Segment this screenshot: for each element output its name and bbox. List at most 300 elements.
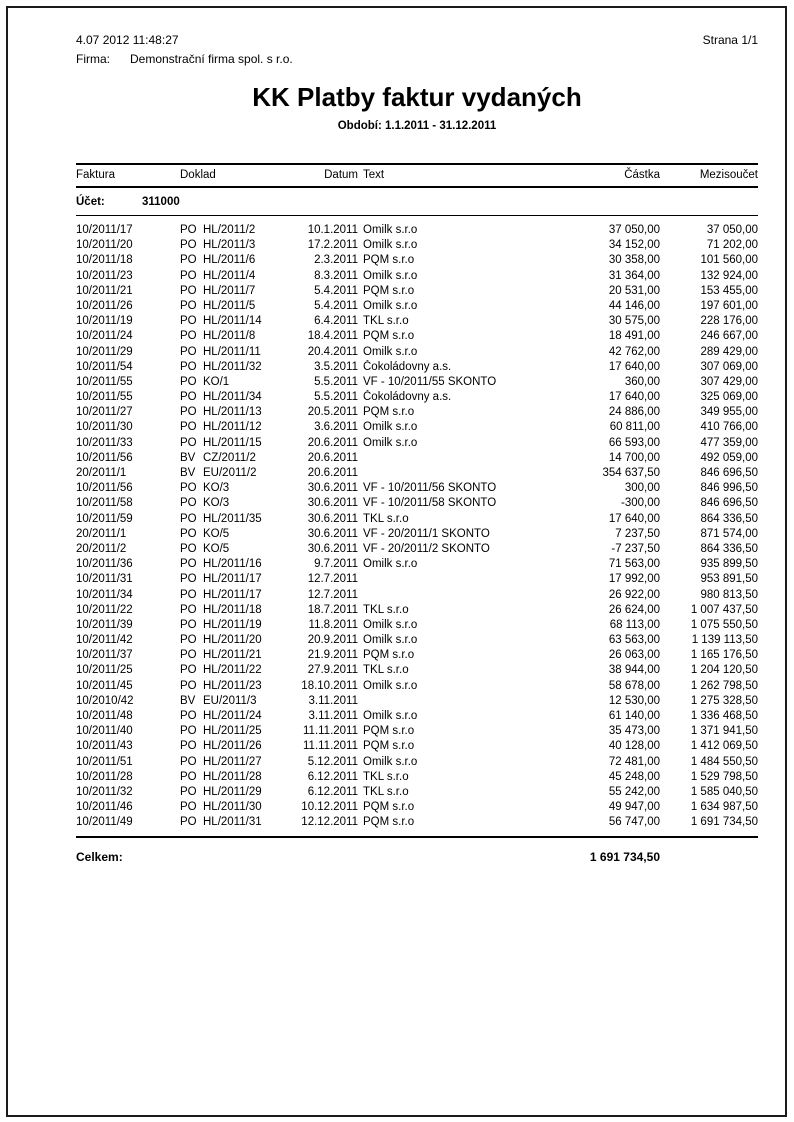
cell-doklad-number: HL/2011/24 (203, 710, 262, 722)
firma-label: Firma: (76, 52, 110, 66)
cell-doklad-number: HL/2011/22 (203, 664, 262, 677)
cell-datum: 12.7.2011 (307, 588, 358, 601)
report-period: Období: 1.1.2011 - 31.12.2011 (337, 120, 497, 132)
cell-doklad-number: HL/2011/15 (203, 436, 262, 449)
cell-datum: 30.6.2011 (307, 482, 358, 495)
cell-doklad-number: HL/2011/31 (203, 816, 262, 829)
table-row (76, 314, 758, 329)
cell-text: PQM s.r.o (363, 816, 415, 829)
cell-castka: 17 992,00 (608, 573, 660, 586)
cell-faktura: 10/2011/56 (76, 451, 133, 464)
cell-doklad-type: PO (180, 299, 197, 312)
cell-doklad-type: PO (180, 664, 197, 677)
cell-doklad-number: HL/2011/34 (203, 391, 262, 404)
cell-faktura: 10/2011/43 (76, 740, 133, 753)
cell-castka: 60 811,00 (609, 421, 660, 434)
cell-datum: 21.9.2011 (307, 649, 358, 662)
cell-text: VF - 10/2011/55 SKONTO (363, 375, 497, 388)
cell-text: Omilk s.r.o (363, 269, 418, 282)
cell-castka: -300,00 (620, 497, 660, 510)
cell-castka: 40 128,00 (608, 740, 660, 753)
cell-mezisoucet: 846 996,50 (700, 482, 758, 495)
cell-faktura: 10/2011/59 (76, 512, 133, 525)
cell-doklad-type: PO (180, 679, 197, 692)
cell-mezisoucet: 153 455,00 (700, 284, 758, 297)
cell-faktura: 10/2011/32 (76, 785, 133, 798)
cell-text: VF - 20/2011/2 SKONTO (363, 542, 490, 555)
cell-datum: 3.11.2011 (308, 710, 358, 722)
cell-doklad-number: HL/2011/17 (203, 573, 262, 586)
cell-doklad-number: HL/2011/35 (203, 512, 262, 525)
cell-faktura: 10/2011/56 (76, 482, 133, 495)
cell-datum: 3.5.2011 (314, 360, 358, 373)
cell-castka: 31 364,00 (608, 269, 660, 282)
cell-datum: 30.6.2011 (307, 527, 358, 540)
cell-datum: 9.7.2011 (314, 558, 358, 571)
cell-castka: 68 113,00 (609, 618, 660, 631)
cell-faktura: 10/2011/51 (76, 755, 133, 768)
cell-mezisoucet: 1 412 069,50 (690, 740, 758, 753)
cell-text: TKL s.r.o (363, 315, 409, 328)
cell-faktura: 10/2011/23 (76, 269, 133, 282)
cell-mezisoucet: 1 204 120,50 (690, 664, 758, 677)
table-row (76, 223, 758, 238)
cell-doklad-number: HL/2011/6 (203, 254, 256, 267)
cell-datum: 20.9.2011 (307, 634, 358, 647)
cell-doklad-number: KO/3 (203, 497, 230, 510)
cell-faktura: 10/2011/18 (76, 254, 133, 267)
cell-doklad-type: PO (180, 603, 197, 616)
cell-castka: 12 530,00 (608, 694, 660, 707)
cell-faktura: 10/2011/36 (76, 558, 133, 571)
cell-datum: 18.4.2011 (307, 330, 358, 343)
table-row (76, 709, 758, 724)
table-row (76, 329, 758, 344)
table-row (76, 618, 758, 633)
cell-text: TKL s.r.o (363, 770, 409, 783)
cell-doklad-number: HL/2011/27 (203, 755, 262, 768)
cell-faktura: 10/2011/49 (76, 816, 133, 829)
cell-doklad-type: PO (180, 421, 197, 434)
table-row (76, 800, 758, 815)
cell-faktura: 10/2011/24 (76, 330, 133, 343)
table-row (76, 466, 758, 481)
cell-castka: 63 563,00 (608, 634, 660, 647)
cell-mezisoucet: 228 176,00 (700, 315, 758, 328)
cell-datum: 6.4.2011 (314, 315, 358, 328)
table-row (76, 512, 758, 527)
cell-faktura: 10/2011/26 (76, 299, 133, 312)
total-value: 1 691 734,50 (589, 849, 660, 864)
cell-doklad-type: PO (180, 755, 197, 768)
cell-doklad-number: HL/2011/2 (203, 224, 256, 236)
cell-doklad-type: PO (180, 588, 197, 601)
cell-doklad-type: BV (180, 694, 196, 707)
cell-datum: 5.4.2011 (314, 284, 358, 297)
cell-mezisoucet: 1 139 113,50 (691, 634, 758, 647)
cell-text: PQM s.r.o (363, 330, 415, 343)
cell-faktura: 10/2011/19 (76, 315, 133, 328)
cell-datum: 8.3.2011 (314, 269, 358, 282)
cell-castka: 66 593,00 (608, 436, 660, 449)
report-datetime: 4.07 2012 11:48:27 (76, 33, 179, 47)
cell-doklad-number: HL/2011/26 (203, 740, 262, 753)
cell-doklad-type: PO (180, 284, 197, 297)
cell-mezisoucet: 289 429,00 (700, 345, 758, 358)
cell-text: VF - 10/2011/58 SKONTO (363, 497, 497, 510)
cell-datum: 5.5.2011 (314, 391, 358, 404)
cell-doklad-number: HL/2011/13 (203, 406, 262, 419)
account-label: Účet: (76, 196, 105, 208)
cell-castka: 72 481,00 (608, 755, 660, 768)
table-row (76, 557, 758, 572)
cell-doklad-type: PO (180, 512, 197, 525)
cell-text: Omilk s.r.o (363, 224, 418, 236)
cell-mezisoucet: 349 955,00 (700, 406, 758, 419)
table-row (76, 542, 758, 557)
cell-datum: 30.6.2011 (307, 497, 358, 510)
cell-faktura: 20/2011/1 (76, 527, 127, 540)
cell-doklad-number: KO/1 (203, 375, 230, 388)
cell-mezisoucet: 1 484 550,50 (690, 755, 758, 768)
report-page (76, 0, 758, 864)
table-body (76, 216, 758, 836)
cell-faktura: 10/2011/42 (76, 634, 133, 647)
cell-doklad-type: PO (180, 634, 197, 647)
cell-mezisoucet: 953 891,50 (700, 573, 758, 586)
cell-faktura: 10/2011/54 (76, 360, 133, 373)
cell-faktura: 10/2011/27 (76, 406, 133, 419)
cell-castka: 24 886,00 (608, 406, 660, 419)
cell-doklad-number: HL/2011/20 (203, 634, 262, 647)
cell-mezisoucet: 1 691 734,50 (690, 816, 758, 829)
firma-row (76, 52, 758, 66)
page-number: Strana 1/1 (702, 33, 758, 47)
table-row (76, 360, 758, 375)
cell-faktura: 10/2011/17 (76, 224, 133, 236)
table-row (76, 375, 758, 390)
cell-text: PQM s.r.o (363, 725, 415, 738)
cell-doklad-type: PO (180, 527, 197, 540)
cell-doklad-type: PO (180, 482, 197, 495)
cell-doklad-type: PO (180, 801, 197, 814)
cell-castka: 17 640,00 (608, 391, 660, 404)
table-row (76, 588, 758, 603)
cell-datum: 20.5.2011 (307, 406, 358, 419)
cell-mezisoucet: 980 813,50 (700, 588, 758, 601)
cell-text: Omilk s.r.o (363, 710, 418, 722)
cell-castka: 61 140,00 (608, 710, 660, 722)
cell-datum: 18.7.2011 (307, 603, 358, 616)
cell-doklad-type: PO (180, 558, 197, 571)
cell-datum: 5.5.2011 (314, 375, 358, 388)
cell-doklad-number: EU/2011/2 (203, 467, 257, 479)
cell-datum: 11.11.2011 (303, 725, 358, 738)
cell-castka: 56 747,00 (608, 816, 660, 829)
cell-mezisoucet: 1 336 468,50 (690, 710, 758, 722)
cell-datum: 12.12.2011 (301, 816, 358, 829)
cell-doklad-type: PO (180, 816, 197, 829)
cell-text: PQM s.r.o (363, 284, 415, 297)
report-title: KK Platby faktur vydaných (252, 82, 582, 112)
cell-castka: 37 050,00 (608, 224, 660, 236)
cell-faktura: 10/2011/55 (76, 391, 133, 404)
cell-mezisoucet: 1 262 798,50 (690, 679, 758, 692)
cell-mezisoucet: 101 560,00 (700, 254, 758, 267)
cell-doklad-number: HL/2011/18 (203, 603, 262, 616)
cell-mezisoucet: 1 634 987,50 (690, 801, 758, 814)
cell-mezisoucet: 410 766,00 (700, 421, 758, 434)
table-header (76, 165, 758, 186)
cell-doklad-type: PO (180, 542, 197, 555)
cell-doklad-number: HL/2011/32 (203, 360, 262, 373)
cell-datum: 5.12.2011 (307, 755, 358, 768)
cell-text: Omilk s.r.o (363, 421, 418, 434)
cell-mezisoucet: 871 574,00 (700, 527, 758, 540)
cell-castka: 38 944,00 (608, 664, 660, 677)
cell-text: Čokoládovny a.s. (363, 391, 452, 404)
table-row (76, 253, 758, 268)
cell-datum: 2.3.2011 (314, 254, 358, 267)
cell-doklad-type: PO (180, 224, 197, 236)
cell-mezisoucet: 1 275 328,50 (690, 694, 758, 707)
cell-faktura: 20/2011/2 (76, 542, 127, 555)
cell-datum: 6.12.2011 (307, 770, 358, 783)
cell-castka: 354 637,50 (602, 467, 660, 479)
table-row (76, 451, 758, 466)
cell-doklad-number: HL/2011/23 (203, 679, 262, 692)
cell-doklad-type: PO (180, 375, 197, 388)
cell-doklad-number: HL/2011/14 (203, 315, 262, 328)
cell-castka: 17 640,00 (608, 360, 660, 373)
cell-mezisoucet: 307 069,00 (700, 360, 758, 373)
cell-text: Omilk s.r.o (363, 239, 418, 252)
cell-doklad-type: PO (180, 315, 197, 328)
cell-doklad-type: PO (180, 497, 197, 510)
table-row (76, 694, 758, 709)
cell-text: VF - 20/2011/1 SKONTO (363, 527, 490, 540)
cell-text: PQM s.r.o (363, 406, 415, 419)
cell-castka: 35 473,00 (608, 725, 660, 738)
table-row (76, 724, 758, 739)
cell-doklad-type: PO (180, 360, 197, 373)
cell-mezisoucet: 846 696,50 (700, 467, 758, 479)
cell-castka: 18 491,00 (608, 330, 660, 343)
cell-datum: 30.6.2011 (307, 512, 358, 525)
cell-castka: 30 358,00 (608, 254, 660, 267)
cell-datum: 20.6.2011 (307, 436, 358, 449)
cell-faktura: 10/2011/39 (76, 618, 133, 631)
cell-mezisoucet: 846 696,50 (700, 497, 758, 510)
cell-doklad-number: HL/2011/25 (203, 725, 262, 738)
cell-datum: 5.4.2011 (314, 299, 358, 312)
cell-faktura: 10/2011/25 (76, 664, 133, 677)
cell-castka: 49 947,00 (608, 801, 660, 814)
cell-mezisoucet: 1 529 798,50 (690, 770, 758, 783)
table-bottom-rule (76, 836, 758, 838)
cell-doklad-type: PO (180, 345, 197, 358)
cell-doklad-number: HL/2011/21 (203, 649, 262, 662)
table-row (76, 390, 758, 405)
column-header-mezisoucet: Mezisoučet (699, 169, 758, 181)
table-row (76, 269, 758, 284)
table-row (76, 481, 758, 496)
column-header-datum: Datum (324, 169, 358, 181)
cell-doklad-number: HL/2011/8 (203, 330, 256, 343)
cell-text: Omilk s.r.o (363, 755, 418, 768)
cell-mezisoucet: 1 007 437,50 (690, 603, 758, 616)
cell-castka: 20 531,00 (608, 284, 660, 297)
cell-doklad-type: BV (180, 451, 196, 464)
cell-castka: 42 762,00 (608, 345, 660, 358)
table-row (76, 633, 758, 648)
cell-text: PQM s.r.o (363, 740, 415, 753)
cell-datum: 30.6.2011 (307, 542, 358, 555)
cell-text: TKL s.r.o (363, 785, 409, 798)
cell-mezisoucet: 71 202,00 (706, 239, 758, 252)
cell-datum: 20.6.2011 (307, 467, 358, 479)
cell-doklad-type: PO (180, 785, 197, 798)
cell-datum: 11.8.2011 (308, 618, 358, 631)
table-row (76, 284, 758, 299)
table-row (76, 238, 758, 253)
cell-doklad-type: PO (180, 254, 197, 267)
cell-text: PQM s.r.o (363, 254, 415, 267)
cell-text: VF - 10/2011/56 SKONTO (363, 482, 497, 495)
cell-faktura: 10/2011/20 (76, 239, 133, 252)
cell-faktura: 10/2011/22 (76, 603, 133, 616)
table-row (76, 496, 758, 511)
cell-mezisoucet: 1 075 550,50 (690, 618, 758, 631)
cell-datum: 10.12.2011 (301, 801, 358, 814)
cell-datum: 10.1.2011 (307, 224, 358, 236)
cell-castka: 58 678,00 (608, 679, 660, 692)
cell-faktura: 10/2011/40 (76, 725, 133, 738)
cell-doklad-type: PO (180, 740, 197, 753)
cell-faktura: 10/2010/42 (76, 694, 134, 707)
cell-doklad-number: HL/2011/28 (203, 770, 262, 783)
cell-faktura: 10/2011/30 (76, 421, 133, 434)
report-meta-row (76, 33, 758, 47)
cell-datum: 11.11.2011 (303, 740, 358, 753)
cell-text: Omilk s.r.o (363, 345, 418, 358)
firma-value: Demonstrační firma spol. s r.o. (130, 52, 293, 66)
cell-doklad-number: HL/2011/19 (203, 618, 262, 631)
table-row (76, 770, 758, 785)
cell-castka: 44 146,00 (608, 299, 660, 312)
cell-mezisoucet: 864 336,50 (700, 542, 758, 555)
table-row (76, 527, 758, 542)
cell-castka: 26 063,00 (608, 649, 660, 662)
total-label: Celkem: (76, 849, 123, 864)
cell-datum: 6.12.2011 (307, 785, 358, 798)
cell-castka: -7 237,50 (611, 542, 660, 555)
table-row (76, 436, 758, 451)
cell-doklad-number: CZ/2011/2 (203, 451, 256, 464)
cell-datum: 17.2.2011 (307, 239, 358, 252)
cell-faktura: 10/2011/28 (76, 770, 133, 783)
cell-datum: 12.7.2011 (307, 573, 358, 586)
cell-doklad-type: PO (180, 330, 197, 343)
cell-faktura: 10/2011/37 (76, 649, 133, 662)
cell-faktura: 20/2011/1 (76, 467, 127, 479)
cell-doklad-number: HL/2011/17 (203, 588, 262, 601)
cell-faktura: 10/2011/29 (76, 345, 133, 358)
cell-text: PQM s.r.o (363, 801, 415, 814)
cell-doklad-number: KO/5 (203, 542, 230, 555)
cell-doklad-number: HL/2011/11 (203, 345, 261, 358)
cell-doklad-type: PO (180, 406, 197, 419)
table-row (76, 345, 758, 360)
cell-doklad-number: KO/5 (203, 527, 230, 540)
column-header-doklad: Doklad (180, 169, 216, 181)
table-row (76, 299, 758, 314)
cell-castka: 26 922,00 (608, 588, 660, 601)
cell-faktura: 10/2011/48 (76, 710, 133, 722)
cell-castka: 34 152,00 (608, 239, 660, 252)
cell-doklad-type: PO (180, 239, 197, 252)
cell-doklad-type: PO (180, 436, 197, 449)
cell-castka: 30 575,00 (608, 315, 660, 328)
cell-castka: 71 563,00 (608, 558, 660, 571)
cell-doklad-type: PO (180, 573, 197, 586)
table-row (76, 663, 758, 678)
firma-line (76, 52, 293, 66)
cell-doklad-type: BV (180, 467, 196, 479)
cell-datum: 27.9.2011 (307, 664, 358, 677)
cell-faktura: 10/2011/21 (76, 284, 133, 297)
cell-faktura: 10/2011/45 (76, 679, 133, 692)
cell-castka: 360,00 (624, 375, 660, 388)
cell-doklad-number: HL/2011/30 (203, 801, 262, 814)
cell-text: Omilk s.r.o (363, 299, 418, 312)
cell-doklad-number: HL/2011/16 (203, 558, 262, 571)
cell-doklad-type: PO (180, 710, 197, 722)
cell-doklad-type: PO (180, 725, 197, 738)
cell-text: Omilk s.r.o (363, 634, 418, 647)
cell-text: TKL s.r.o (363, 603, 409, 616)
cell-doklad-number: HL/2011/12 (203, 421, 262, 434)
cell-mezisoucet: 325 069,00 (700, 391, 758, 404)
cell-castka: 14 700,00 (608, 451, 660, 464)
cell-mezisoucet: 477 359,00 (700, 436, 758, 449)
cell-text: Omilk s.r.o (363, 679, 418, 692)
cell-faktura: 10/2011/46 (76, 801, 133, 814)
table-row (76, 603, 758, 618)
cell-doklad-number: EU/2011/3 (203, 694, 257, 707)
column-header-faktura: Faktura (76, 169, 115, 181)
cell-castka: 26 624,00 (608, 603, 660, 616)
cell-doklad-number: HL/2011/4 (203, 269, 256, 282)
column-header-text: Text (363, 169, 385, 181)
cell-datum: 3.6.2011 (314, 421, 358, 434)
cell-mezisoucet: 37 050,00 (706, 224, 758, 236)
cell-text: PQM s.r.o (363, 649, 415, 662)
cell-mezisoucet: 1 371 941,50 (690, 725, 758, 738)
cell-faktura: 10/2011/33 (76, 436, 133, 449)
column-header-castka: Částka (624, 169, 660, 181)
cell-mezisoucet: 307 429,00 (700, 375, 758, 388)
table-row (76, 785, 758, 800)
cell-mezisoucet: 864 336,50 (700, 512, 758, 525)
cell-castka: 45 248,00 (608, 770, 660, 783)
cell-castka: 17 640,00 (608, 512, 660, 525)
cell-faktura: 10/2011/31 (76, 573, 133, 586)
cell-datum: 3.11.2011 (308, 694, 358, 707)
table-row (76, 755, 758, 770)
cell-text: Čokoládovny a.s. (363, 360, 452, 373)
table-row (76, 405, 758, 420)
